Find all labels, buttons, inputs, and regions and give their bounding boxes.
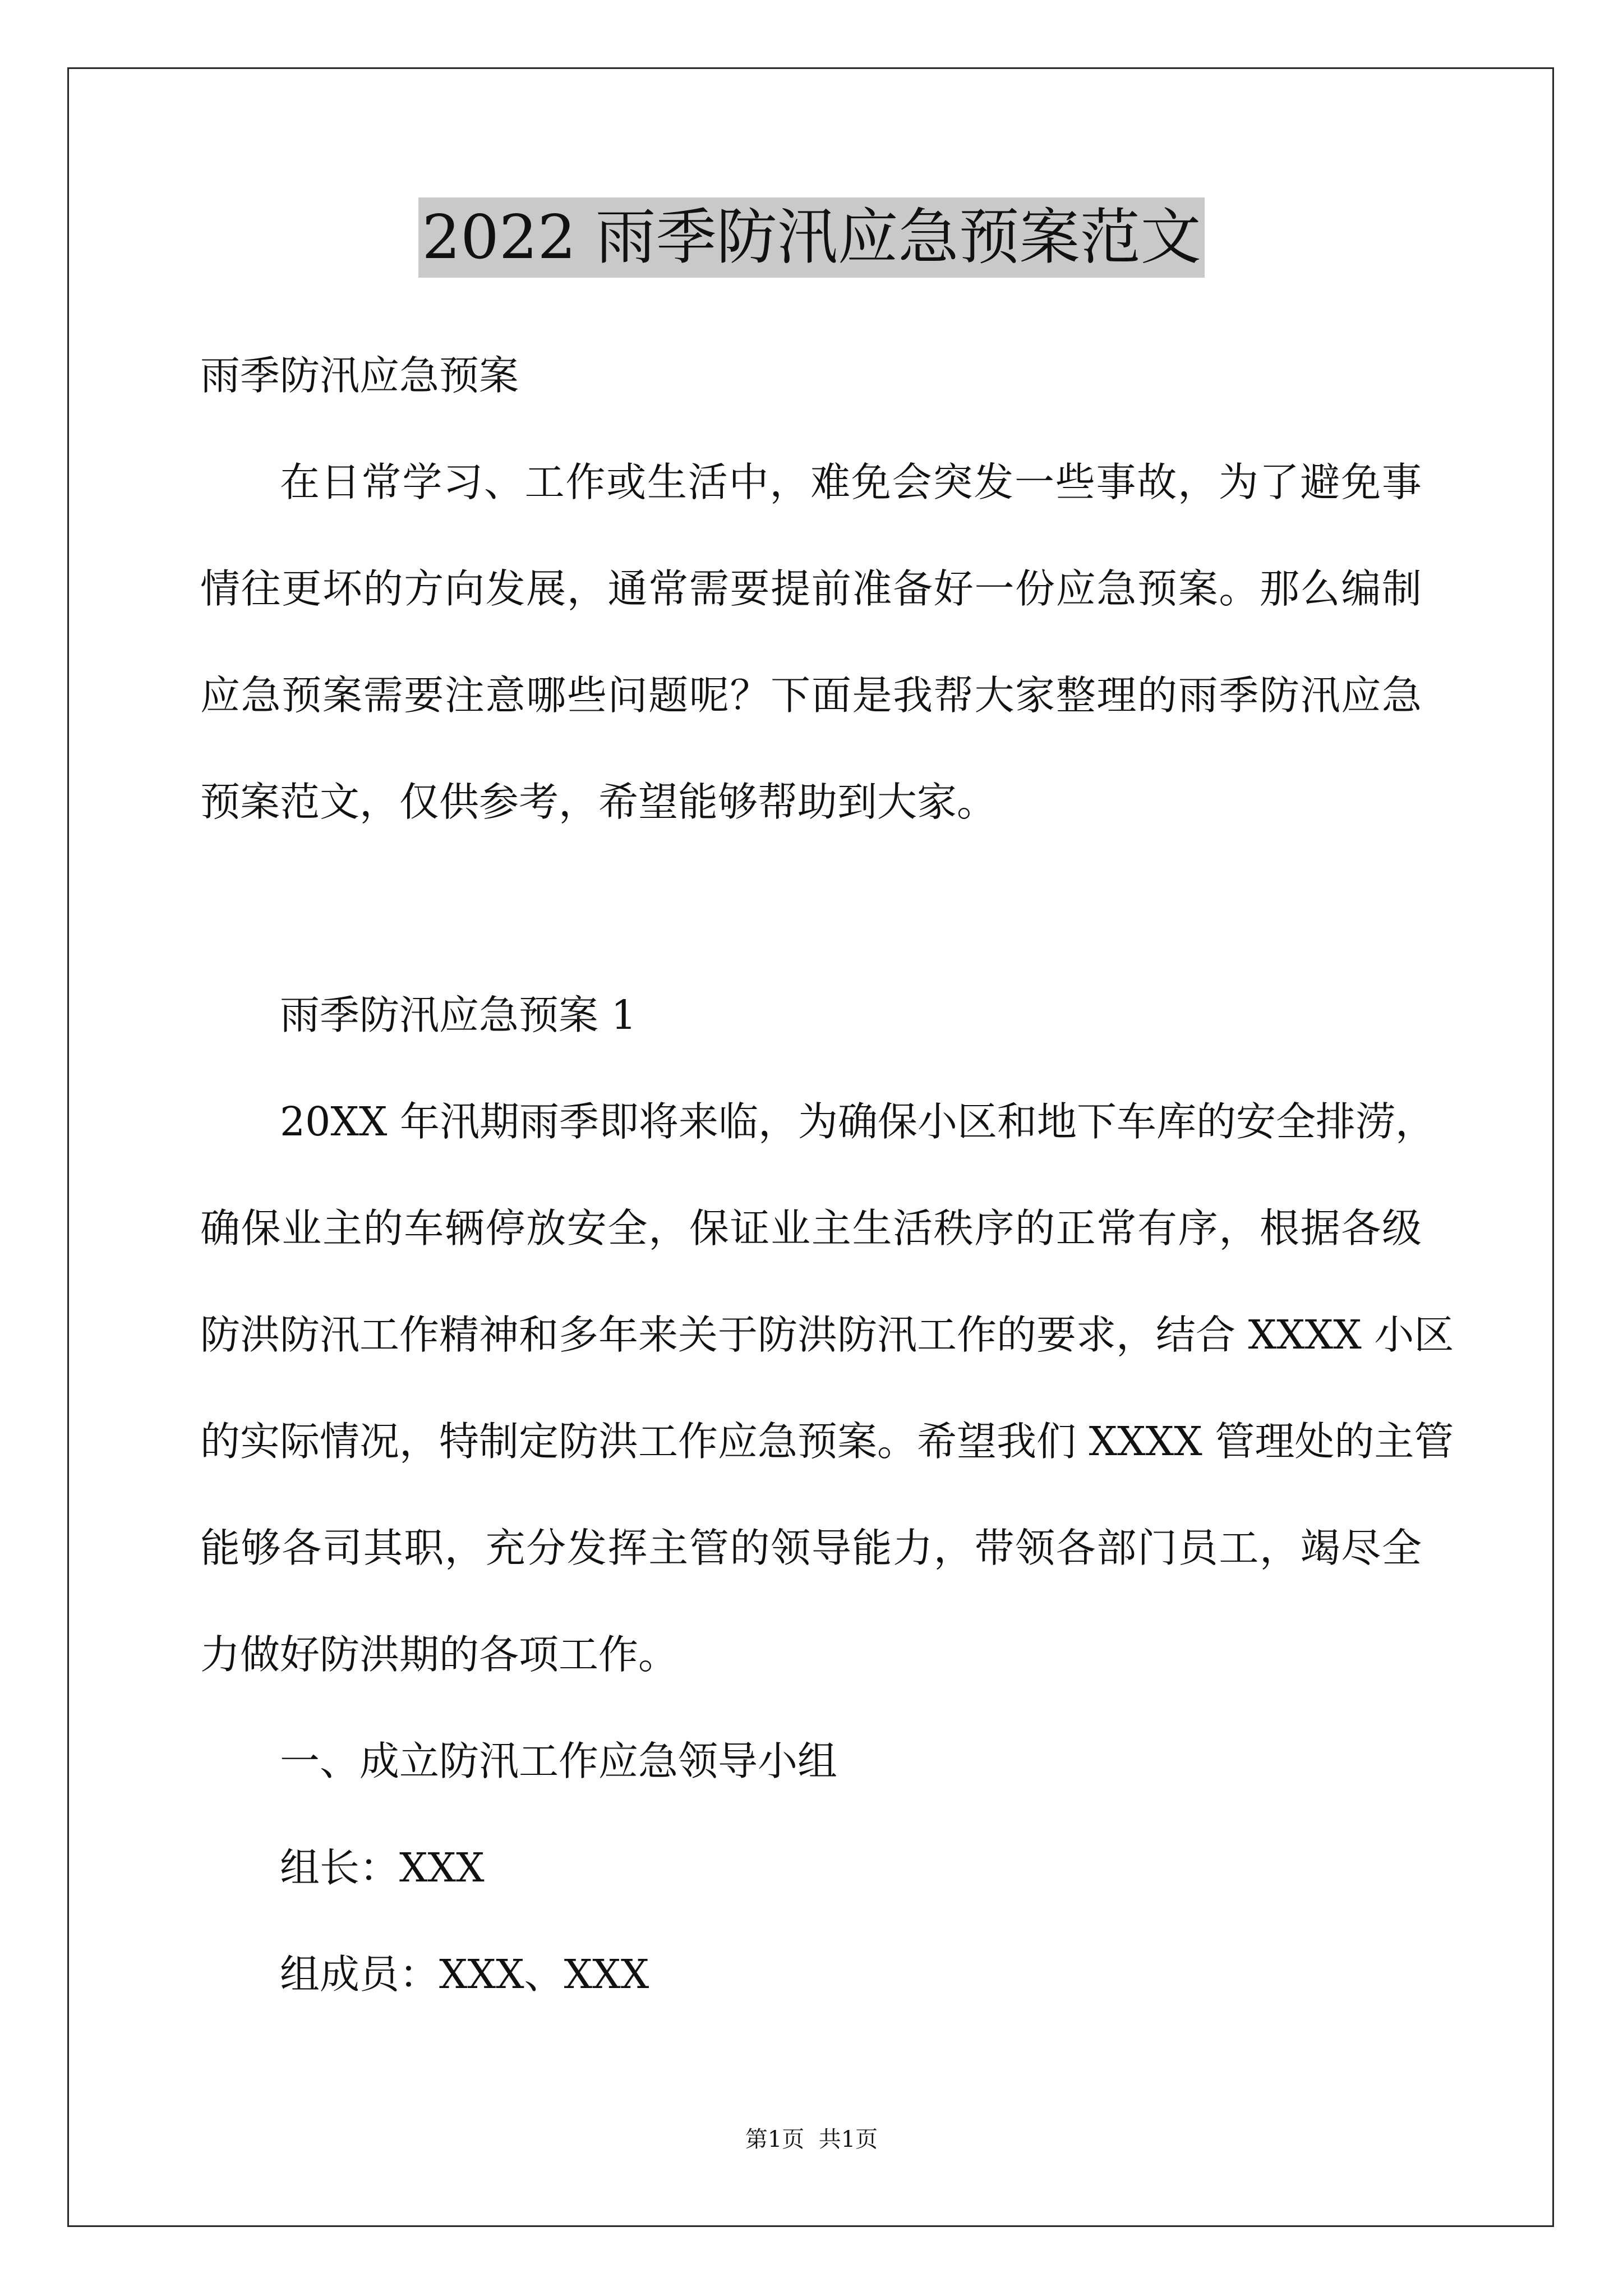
section-paragraph-line: 防洪防汛工作精神和多年来关于防洪防汛工作的要求，结合 XXXX 小区 (200, 1312, 1454, 1358)
section-heading: 雨季防汛应急预案 1 (280, 992, 637, 1038)
group-leader: 组长：XXX (280, 1844, 485, 1891)
intro-line: 应急预案需要注意哪些问题呢？下面是我帮大家整理的雨季防汛应急 (200, 672, 1422, 719)
blank-line (200, 855, 1422, 962)
section-paragraph-line: 能够各司其职，充分发挥主管的领导能力，带领各部门员工，竭尽全 (200, 1525, 1422, 1571)
group-members: 组成员：XXX、XXX (280, 1951, 649, 1998)
section-paragraph-line: 的实际情况，特制定防洪工作应急预案。希望我们 XXXX 管理处的主管 (200, 1418, 1454, 1465)
section-paragraph-line: 力做好防洪期的各项工作。 (200, 1631, 679, 1678)
document-title: 2022 雨季防汛应急预案范文 (418, 197, 1204, 278)
document-body (200, 323, 1454, 2028)
section-paragraph-line: 确保业主的车辆停放安全，保证业主生活秩序的正常有序，根据各级 (200, 1205, 1422, 1251)
subsection-heading: 一、成立防汛工作应急领导小组 (280, 1738, 838, 1784)
intro-line: 预案范文，仅供参考，希望能够帮助到大家。 (200, 779, 997, 825)
document-subtitle: 雨季防汛应急预案 (200, 352, 519, 399)
title-container (0, 197, 1623, 278)
section-paragraph-line: 20XX 年汛期雨季即将来临，为确保小区和地下车库的安全排涝， (280, 1098, 1436, 1145)
intro-line: 情往更坏的方向发展，通常需要提前准备好一份应急预案。那么编制 (200, 565, 1422, 612)
intro-line: 在日常学习、工作或生活中，难免会突发一些事故，为了避免事 (280, 459, 1422, 505)
page-footer: 第1页 共1页 (745, 2127, 878, 2152)
